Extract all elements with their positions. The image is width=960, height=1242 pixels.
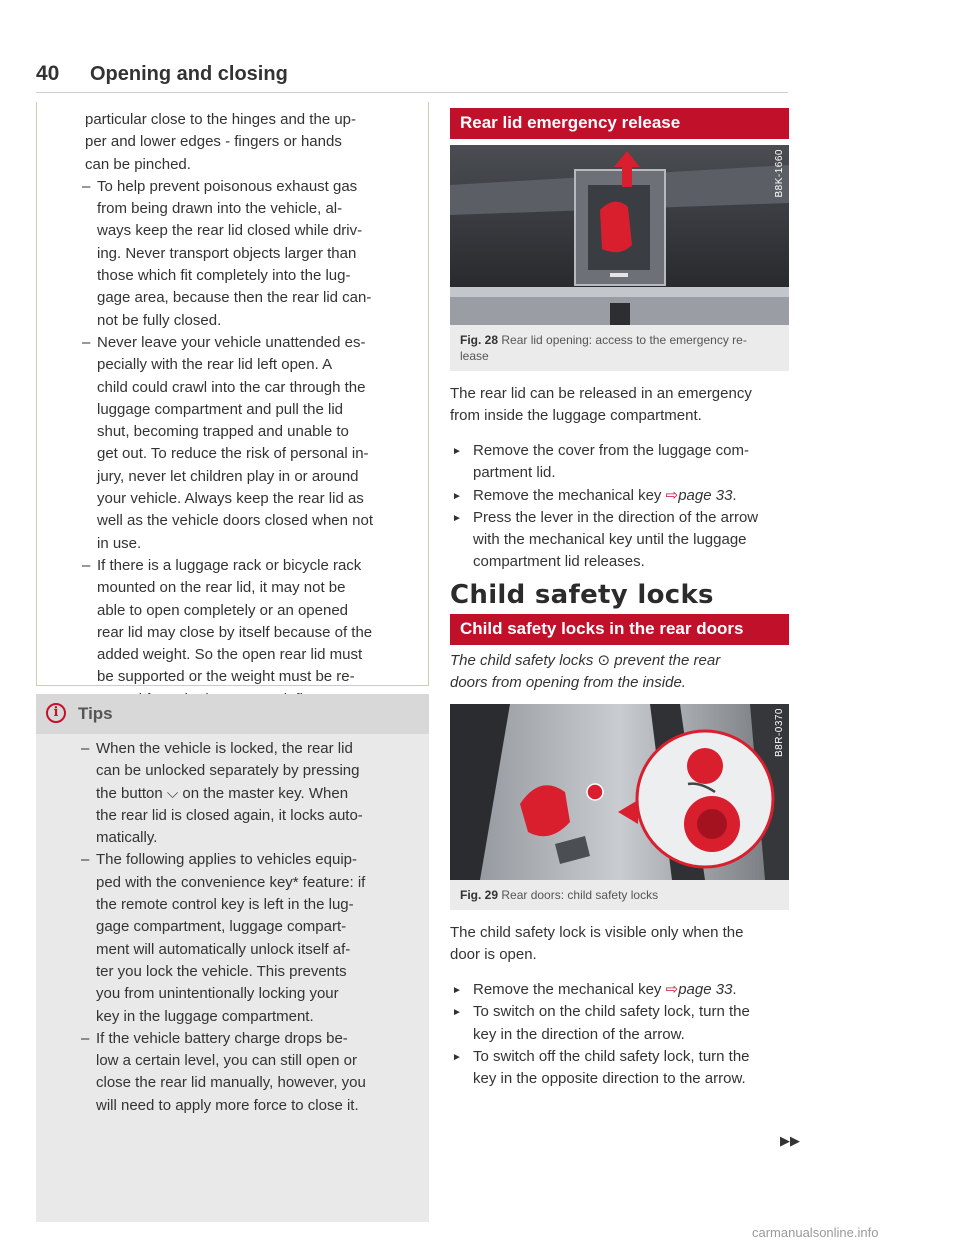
warning-line: able to open completely or an opened — [97, 601, 349, 619]
tips-line: – When the vehicle is locked, the rear lid — [96, 740, 353, 757]
tips-line: the button ⌵ on the master key. When — [96, 784, 349, 802]
body-line: The child safety lock is visible only when the — [450, 924, 744, 941]
tips-line: – If the vehicle battery charge drops be- — [96, 1029, 348, 1047]
tips-line: you from unintentionally locking your — [96, 985, 339, 1003]
tips-line: low a certain level, you can still open or — [96, 1052, 357, 1070]
warning-line: – If there is a luggage rack or bicycle rack — [97, 556, 362, 574]
continue-arrow-icon: ▶▶ — [780, 1133, 800, 1148]
figure-28-image — [450, 145, 789, 325]
step-line: compartment lid releases. — [473, 553, 645, 571]
tips-line: the rear lid is closed again, it locks auto- — [96, 806, 363, 824]
figure-29 — [450, 704, 789, 910]
page-number: 40 — [36, 62, 60, 85]
step-arrow-icon: ► — [452, 1051, 462, 1063]
warning-line: shut, becoming trapped and unable to — [97, 423, 349, 441]
tips-line: ment will automatically unlock itself af- — [96, 940, 351, 958]
tips-line: can be unlocked separately by pressing — [96, 762, 360, 780]
tips-line: matically. — [96, 829, 158, 847]
child-locks-heading: Child safety locks in the rear doors — [450, 614, 789, 645]
step-line: with the mechanical key until the luggage — [473, 531, 747, 549]
warning-line: well as the vehicle doors closed when not — [97, 512, 373, 530]
step-line: Remove the mechanical key ⇨page 33. — [473, 486, 737, 504]
warning-line: mounted on the rear lid, it may not be — [97, 579, 346, 597]
warning-line: added weight. So the open rear lid must — [97, 646, 363, 664]
warning-item — [85, 176, 420, 332]
figure-28 — [450, 145, 789, 371]
rear-lid-intro — [450, 383, 795, 428]
child-locks-body — [450, 922, 795, 967]
step-line: To switch off the child safety lock, turn the — [473, 1047, 750, 1065]
caption-line: Rear doors: child safety locks — [501, 888, 659, 902]
step-line: Remove the mechanical key ⇨page 33. — [473, 981, 737, 998]
warning-line: particular close to the hinges and the up- — [85, 111, 357, 128]
body-line: from inside the luggage compartment. — [450, 407, 702, 425]
caption-line: Rear lid opening: access to the emergency re- — [501, 333, 747, 347]
child-locks-steps — [450, 979, 795, 1090]
step-item — [450, 507, 795, 574]
warning-line: ing. Never transport objects larger than — [97, 244, 357, 262]
warning-box — [36, 102, 429, 686]
warning-line: those which fit completely into the lug- — [97, 267, 351, 285]
tips-line: gage compartment, luggage compart- — [96, 918, 347, 936]
tips-line: – The following applies to vehicles equip- — [96, 851, 357, 869]
tips-line: key in the luggage compartment. — [96, 1007, 314, 1025]
rear-lid-steps — [450, 440, 795, 574]
warning-line: your vehicle. Always keep the rear lid as — [97, 490, 364, 508]
figure-28-code: B8K-1660 — [774, 149, 785, 198]
tips-box — [36, 694, 429, 1222]
step-item — [450, 1046, 795, 1091]
warning-line: be supported or the weight must be re- — [97, 668, 355, 686]
page-ref-link[interactable]: page 33 — [678, 486, 733, 504]
figure-28-caption — [450, 325, 789, 371]
tips-title: Tips — [78, 704, 113, 723]
warning-line: not be fully closed. — [97, 311, 222, 329]
warning-line: – Never leave your vehicle unattended es- — [97, 333, 366, 351]
figure-28-label: Fig. 28 — [460, 333, 499, 347]
child-locks-title: Child safety locks — [450, 580, 714, 610]
warning-intro — [85, 109, 420, 176]
warning-item — [85, 332, 420, 555]
step-arrow-icon: ► — [452, 490, 462, 502]
warning-line: gage area, because then the rear lid can- — [97, 289, 372, 307]
step-item — [450, 485, 795, 507]
page-header — [36, 62, 788, 93]
step-arrow-icon: ► — [452, 446, 462, 457]
body-line: door is open. — [450, 946, 537, 964]
section-title: Opening and closing — [90, 63, 288, 85]
tips-header — [36, 694, 429, 734]
page-ref-arrow-icon: ⇨ — [665, 486, 679, 504]
step-line: partment lid. — [473, 464, 556, 482]
intro-line: The child safety locks ⊙ prevent the rear — [450, 652, 721, 669]
tips-line: close the rear lid manually, however, you — [96, 1074, 366, 1092]
step-line: key in the opposite direction to the arrow. — [473, 1070, 746, 1088]
step-line: To switch on the child safety lock, turn the — [473, 1003, 750, 1021]
step-arrow-icon: ► — [452, 1007, 462, 1019]
figure-29-label: Fig. 29 — [460, 888, 499, 902]
warning-line: rear lid may close by itself because of the — [97, 623, 373, 641]
tips-item — [84, 849, 419, 1027]
figure-29-image — [450, 704, 789, 880]
warning-line: in use. — [97, 534, 142, 552]
warning-line: luggage compartment and pull the lid — [97, 400, 343, 418]
warning-line: per and lower edges - fingers or hands — [85, 133, 342, 151]
warning-line: from being drawn into the vehicle, al- — [97, 200, 343, 218]
step-item — [450, 440, 795, 485]
tips-item — [84, 738, 419, 849]
figure-29-caption — [450, 880, 789, 910]
warning-line: jury, never let children play in or around — [97, 467, 359, 485]
body-line: The rear lid can be released in an emergency — [450, 385, 752, 402]
step-line: Remove the cover from the luggage com- — [473, 442, 749, 459]
figure-29-code: B8R-0370 — [774, 708, 785, 758]
child-safety-lock-illustration — [450, 704, 789, 880]
tips-line: ped with the convenience key* feature: if — [96, 873, 366, 891]
rear-lid-release-illustration — [450, 145, 789, 325]
watermark: carmanualsonline.info — [752, 1225, 879, 1240]
page-ref-link[interactable]: page 33 — [678, 981, 733, 998]
caption-line: lease — [460, 349, 489, 363]
intro-line: doors from opening from the inside. — [450, 674, 686, 692]
warning-line: pecially with the rear lid left open. A — [97, 356, 333, 374]
warning-line: can be pinched. — [85, 155, 191, 173]
step-item — [450, 1001, 795, 1046]
tips-line: the remote control key is left in the lug- — [96, 896, 354, 914]
warning-item — [85, 555, 420, 711]
tips-item — [84, 1028, 419, 1117]
child-locks-intro — [450, 650, 795, 695]
step-line: key in the direction of the arrow. — [473, 1025, 685, 1043]
warning-line: child could crawl into the car through the — [97, 378, 366, 396]
step-arrow-icon: ► — [452, 512, 462, 524]
tips-line: will need to apply more force to close it. — [96, 1096, 359, 1114]
tips-line: ter you lock the vehicle. This prevents — [96, 962, 347, 980]
warning-line: – To help prevent poisonous exhaust gas — [97, 177, 358, 195]
step-arrow-icon: ► — [452, 985, 462, 996]
step-line: Press the lever in the direction of the arrow — [473, 508, 759, 526]
warning-line: ways keep the rear lid closed while driv- — [97, 222, 363, 240]
step-item — [450, 979, 795, 1001]
rear-lid-heading: Rear lid emergency release — [450, 108, 789, 139]
warning-line: get out. To reduce the risk of personal in- — [97, 445, 369, 463]
info-icon: i — [46, 703, 66, 723]
tips-body — [36, 734, 429, 1117]
page-ref-arrow-icon: ⇨ — [665, 981, 679, 998]
